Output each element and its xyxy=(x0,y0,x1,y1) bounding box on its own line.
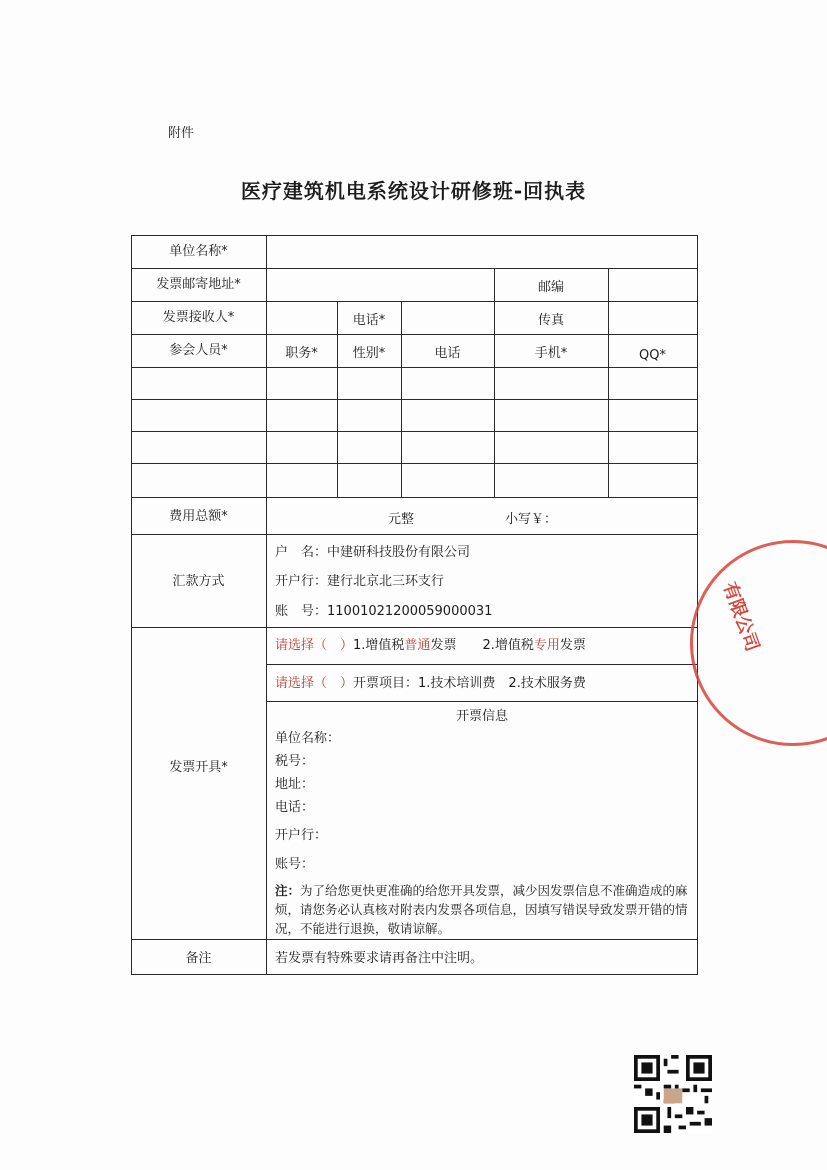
remarks-text: 若发票有特殊要求请再备注中注明。 xyxy=(275,951,484,966)
remit-method-label: 汇款方式 xyxy=(172,574,225,589)
fax-label: 传真 xyxy=(537,313,564,328)
account-number: 账 号：11001021200059000031 xyxy=(275,604,493,619)
select-prefix: 请选择（ ） xyxy=(275,638,354,653)
phone-header: 电话 xyxy=(434,346,461,361)
invoice-receiver-label: 发票接收人* xyxy=(162,310,235,325)
stamp-text: 有限公司 xyxy=(718,579,763,655)
invoice-account-field[interactable]: 账号： xyxy=(275,857,315,872)
invoice-address-field[interactable]: 地址： xyxy=(275,777,315,792)
invoice-item-select[interactable]: 请选择（ ）开票项目：1.技术培训费 2.技术服务费 xyxy=(275,676,586,691)
qq-header: QQ* xyxy=(639,348,666,363)
attendee-label: 参会人员* xyxy=(169,343,228,358)
invoice-info-header: 开票信息 xyxy=(455,709,508,724)
qr-code-icon xyxy=(634,1055,712,1133)
position-header: 职务* xyxy=(285,346,318,361)
attachment-label: 附件 xyxy=(168,126,195,141)
select-prefix: 请选择（ ） xyxy=(275,676,354,691)
total-fee-label: 费用总额* xyxy=(169,509,228,524)
phone-required-label: 电话* xyxy=(352,313,386,328)
remarks-label: 备注 xyxy=(185,951,212,966)
invoice-note: 注：为了给您更快更准确的给您开具发票，减少因发票信息不准确造成的麻烦，请您务必认真核对附表内发票各项信息，因填写错误导致发票开错的情况，不能进行退换，敬请谅解。 xyxy=(275,883,688,936)
mobile-header: 手机* xyxy=(534,346,568,361)
invoice-unit-field[interactable]: 单位名称： xyxy=(275,731,341,746)
invoice-issue-label: 发票开具* xyxy=(169,760,228,775)
unit-name-label: 单位名称* xyxy=(169,244,228,259)
bank-name: 开户行：建行北京北三环支行 xyxy=(275,574,445,589)
invoice-phone-field[interactable]: 电话： xyxy=(275,800,315,815)
invoice-tax-field[interactable]: 税号： xyxy=(275,754,315,769)
small-amount-label: 小写￥： xyxy=(505,512,558,527)
form-title: 医疗建筑机电系统设计研修班-回执表 xyxy=(240,179,587,203)
invoice-type-select[interactable]: 请选择（ ）1.增值税普通发票 2.增值税专用发票 xyxy=(275,638,586,653)
gender-header: 性别* xyxy=(352,346,386,361)
account-name: 户 名：中建研科技股份有限公司 xyxy=(275,545,471,560)
invoice-bank-field[interactable]: 开户行： xyxy=(275,828,328,843)
yuan-label: 元整 xyxy=(388,512,415,527)
postcode-label: 邮编 xyxy=(537,280,564,295)
invoice-address-label: 发票邮寄地址* xyxy=(156,277,241,292)
